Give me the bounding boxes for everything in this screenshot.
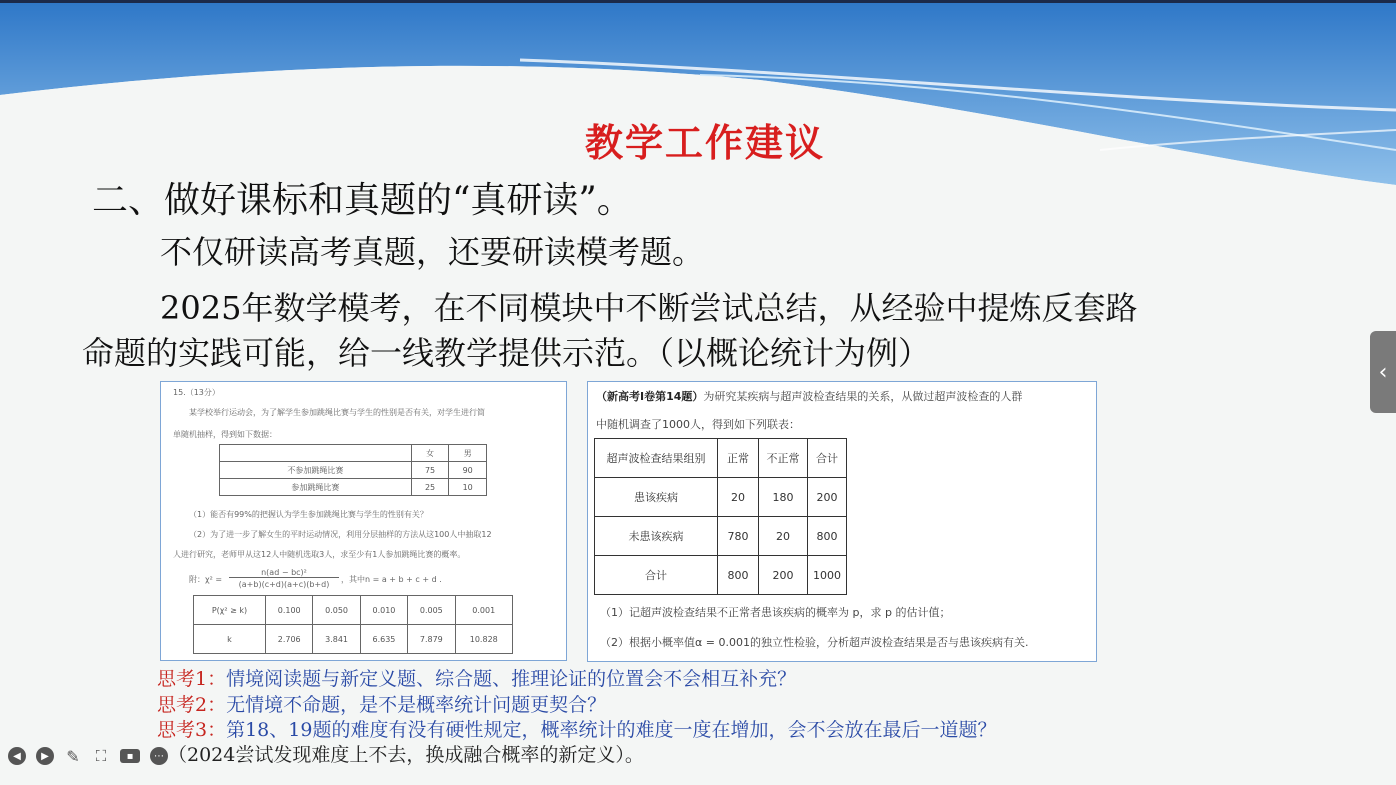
- body-line-3: 命题的实践可能，给一线教学提供示范。（以概论统计为例）: [82, 334, 931, 372]
- table-cell: 0.010: [360, 596, 407, 625]
- formula-numerator: n(ad − bc)²: [229, 568, 339, 578]
- table-cell: 未患该疾病: [595, 517, 718, 556]
- table-cell: 180: [759, 478, 808, 517]
- formula-denominator: (a+b)(c+d)(a+c)(b+d): [238, 580, 330, 589]
- table-cell: 780: [718, 517, 759, 556]
- side-panel-toggle-button[interactable]: [1370, 331, 1396, 413]
- table-cell: [220, 445, 412, 462]
- slide-banner-background: [0, 0, 1396, 200]
- thought-3: [157, 715, 996, 742]
- thought-2: [157, 690, 606, 717]
- table-cell: 6.635: [360, 625, 407, 654]
- contingency-table: [594, 438, 847, 595]
- table-cell: 0.005: [408, 596, 455, 625]
- table-cell: 参加跳绳比赛: [220, 479, 412, 496]
- screenshot-icon[interactable]: ⛶: [95, 747, 107, 765]
- table-cell: 20: [759, 517, 808, 556]
- gender-table: [219, 444, 487, 496]
- problem-text-1: 为研究某疾病与超声波检查结果的关系，从做过超声波检查的人群: [703, 390, 1023, 403]
- camera-icon[interactable]: ▪: [120, 749, 140, 763]
- table-cell: 不正常: [759, 439, 808, 478]
- table-cell: 200: [759, 556, 808, 595]
- back-icon[interactable]: ◀: [8, 747, 26, 765]
- player-toolbar: [8, 747, 168, 765]
- table-cell: 3.841: [313, 625, 360, 654]
- problem-intro-2: 单随机抽样，得到如下数据：: [173, 430, 277, 439]
- table-cell: 合计: [808, 439, 847, 478]
- chevron-left-icon: ‹: [1378, 359, 1388, 385]
- table-cell: 800: [808, 517, 847, 556]
- thought-label: 思考3：: [157, 719, 227, 741]
- question-1: （1）记超声波检查结果不正常者患该疾病的概率为 p，求 p 的估计值；: [600, 606, 951, 619]
- thought-text: 第18、19题的难度有没有硬性规定，概率统计的难度一度在增加，会不会放在最后一道题？: [226, 719, 997, 741]
- formula-label: 附：χ² =: [189, 575, 223, 584]
- thought-label: 思考1：: [157, 668, 227, 690]
- body-line-1: 不仅研读高考真题，还要研读模考题。: [160, 233, 705, 271]
- table-cell: 10.828: [455, 625, 513, 654]
- table-cell: 女: [411, 445, 449, 462]
- table-cell: 正常: [718, 439, 759, 478]
- more-icon[interactable]: ⋯: [150, 747, 168, 765]
- problem-source: （新高考I卷第14题）: [596, 390, 704, 403]
- table-cell: 合计: [595, 556, 718, 595]
- forward-icon[interactable]: ▶: [36, 747, 54, 765]
- thought-1: [157, 664, 796, 691]
- table-cell: 90: [449, 462, 487, 479]
- table-cell: 0.050: [313, 596, 360, 625]
- table-cell: 不参加跳绳比赛: [220, 462, 412, 479]
- table-cell: 20: [718, 478, 759, 517]
- thought-text: 情境阅读题与新定义题、综合题、推理论证的位置会不会相互补充？: [226, 668, 797, 690]
- problem-text-2: 中随机调查了1000人，得到如下列联表：: [596, 418, 800, 431]
- table-cell: 0.100: [266, 596, 313, 625]
- problem-number: 15.（13分）: [173, 388, 220, 397]
- right-problem-panel: [587, 381, 1097, 662]
- table-cell: P(χ² ≥ k): [194, 596, 266, 625]
- table-cell: 男: [449, 445, 487, 462]
- table-cell: 75: [411, 462, 449, 479]
- table-cell: 10: [449, 479, 487, 496]
- table-cell: 25: [411, 479, 449, 496]
- problem-intro-1: 某学校举行运动会，为了解学生参加跳绳比赛与学生的性别是否有关，对学生进行简: [189, 408, 485, 417]
- thought-note: （2024尝试发现难度上不去，换成融合概率的新定义）。: [168, 744, 644, 766]
- formula-note: ，其中n = a + b + c + d .: [341, 575, 442, 584]
- table-cell: 800: [718, 556, 759, 595]
- slide-title: 教学工作建议: [585, 120, 826, 165]
- table-cell: 超声波检查结果组别: [595, 439, 718, 478]
- table-cell: 0.001: [455, 596, 513, 625]
- pen-icon[interactable]: ✎: [66, 746, 80, 766]
- left-problem-panel: [160, 381, 567, 661]
- table-cell: 7.879: [408, 625, 455, 654]
- table-cell: k: [194, 625, 266, 654]
- thought-text: 无情境不命题，是不是概率统计问题更契合？: [226, 694, 607, 716]
- question-2a: （2）为了进一步了解女生的平时运动情况，利用分层抽样的方法从这100人中抽取12: [189, 530, 492, 539]
- section-heading: 二、做好课标和真题的“真研读”。: [92, 180, 633, 221]
- critical-value-table: [193, 595, 513, 654]
- question-1: （1）能否有99%的把握认为学生参加跳绳比赛与学生的性别有关？: [189, 510, 428, 519]
- question-2b: 人进行研究，老师甲从这12人中随机选取3人，求至少有1人参加跳绳比赛的概率。: [173, 550, 466, 559]
- table-cell: 2.706: [266, 625, 313, 654]
- body-line-2: 2025年数学模考，在不同模块中不断尝试总结，从经验中提炼反套路: [160, 289, 1138, 327]
- table-cell: 1000: [808, 556, 847, 595]
- table-cell: 患该疾病: [595, 478, 718, 517]
- table-cell: 200: [808, 478, 847, 517]
- question-2: （2）根据小概率值α = 0.001的独立性检验，分析超声波检查结果是否与患该疾病有关.: [600, 636, 1029, 649]
- thought-label: 思考2：: [157, 694, 227, 716]
